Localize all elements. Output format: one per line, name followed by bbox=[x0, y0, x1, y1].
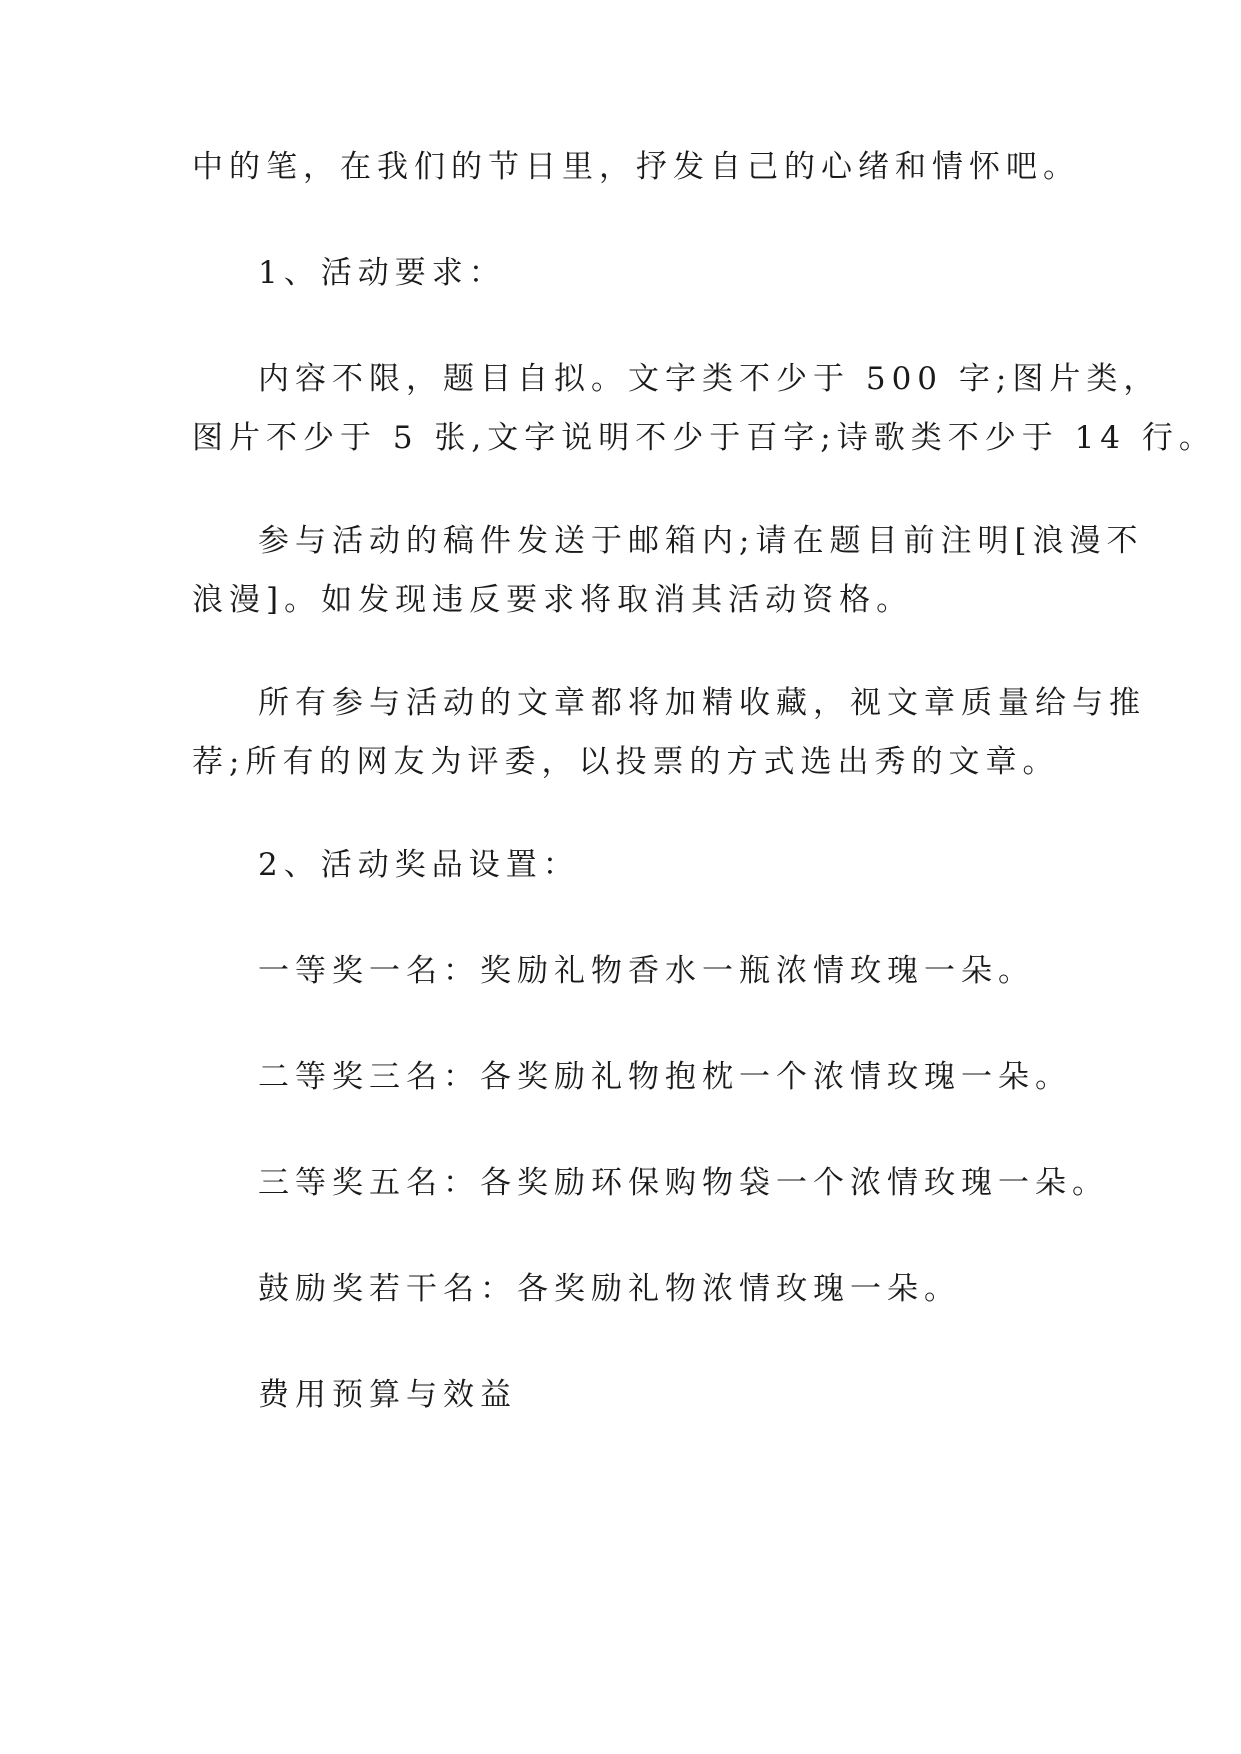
paragraph-content-requirements bbox=[192, 350, 1216, 468]
paragraph-continuation: 中的笔，在我们的节日里，抒发自己的心绪和情怀吧。 bbox=[192, 149, 1080, 185]
section-heading-budget: 费用预算与效益 bbox=[258, 1377, 517, 1413]
paragraph-line: 参与活动的稿件发送于邮箱内;请在题目前注明[浪漫不 bbox=[258, 523, 1144, 559]
paragraph-submission-rules bbox=[192, 512, 1144, 630]
prize-first: 一等奖一名：奖励礼物香水一瓶浓情玫瑰一朵。 bbox=[258, 953, 1035, 989]
section-heading-activity-requirements: 1、活动要求： bbox=[258, 255, 506, 291]
paragraph-line: 图片不少于 5 张,文字说明不少于百字;诗歌类不少于 14 行。 bbox=[192, 420, 1216, 456]
paragraph-line: 浪漫]。如发现违反要求将取消其活动资格。 bbox=[192, 582, 914, 618]
prize-encouragement: 鼓励奖若干名：各奖励礼物浓情玫瑰一朵。 bbox=[258, 1271, 961, 1307]
section-heading-prizes: 2、活动奖品设置： bbox=[258, 847, 580, 883]
prize-third: 三等奖五名：各奖励环保购物袋一个浓情玫瑰一朵。 bbox=[258, 1165, 1109, 1201]
paragraph-line: 所有参与活动的文章都将加精收藏，视文章质量给与推 bbox=[258, 685, 1146, 721]
paragraph-voting bbox=[192, 674, 1146, 792]
paragraph-line: 内容不限，题目自拟。文字类不少于 500 字;图片类， bbox=[258, 361, 1161, 397]
paragraph-line: 荐;所有的网友为评委，以投票的方式选出秀的文章。 bbox=[192, 744, 1060, 780]
prize-second: 二等奖三名：各奖励礼物抱枕一个浓情玫瑰一朵。 bbox=[258, 1059, 1072, 1095]
